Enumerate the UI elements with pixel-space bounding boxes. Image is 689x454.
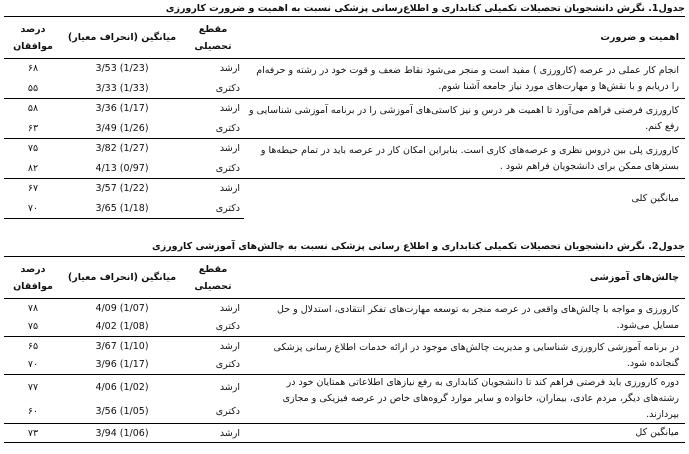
- header-percent: درصد موافقان: [4, 17, 62, 59]
- topic-cell: میانگین کلی: [244, 179, 685, 219]
- mean-cell: 3/67 (1/10): [62, 337, 182, 356]
- header-mean: میانگین (انحراف معیار): [62, 17, 182, 59]
- mean-cell: 3/96 (1/17): [95, 359, 149, 371]
- level-cell: دکتری: [215, 359, 240, 371]
- topic-cell: کارورزی و مواجه با چالش‌های واقعی در عرصه منجر به توسعه مهارت‌های تفکر انتقادی، استدلال و حل مسایل می‌شود.: [277, 303, 679, 331]
- mean-cell: 3/56 (1/05): [95, 405, 149, 417]
- topic-cell: انجام کار عملی در عرصه (کارورزی ) مفید است و منجر می‌شود نقاط ضعف و قوت خود در رشته و حرفه‌ام را دریابم و با نقش‌ها و مهارت‌های مورد نیاز جامعه آشنا شوم.: [256, 64, 679, 92]
- topic-cell: میانگین کل: [244, 424, 685, 443]
- mean-cell: 3/82 (1/27): [62, 139, 182, 159]
- mean-cell: 3/49 (1/26): [95, 122, 149, 134]
- level-cell: دکتری: [182, 199, 244, 219]
- level-cell: ارشد: [219, 302, 240, 314]
- table-row: [4, 299, 685, 318]
- percent-cell: ۶۸: [27, 63, 39, 75]
- level-cell: دکتری: [215, 122, 240, 134]
- level-cell: ارشد: [182, 99, 244, 119]
- percent-cell: ۷۰: [4, 199, 62, 219]
- table1-caption: جدول1. نگرش دانشجویان تحصیلات تکمیلی کتابداری و اطلاع‌رسانی پزشکی نسبت به اهمیت و ضرورت کارورزی: [165, 3, 685, 14]
- level-cell: دکتری: [215, 321, 240, 333]
- mean-cell: 3/57 (1/22): [62, 179, 182, 199]
- table1: [4, 16, 685, 219]
- percent-cell: ۷۰: [27, 359, 39, 371]
- percent-cell: ۵۸: [4, 99, 62, 119]
- header-level: مقطع تحصیلی: [182, 17, 244, 59]
- header-percent: درصد موافقان: [4, 257, 62, 299]
- topic-cell: کارورزی فرصتی فراهم می‌آورد تا اهمیت هر درس و نیز کاستی‌های آموزشی را در برنامه آموزشی شناسایی و رفع کنم.: [244, 99, 685, 139]
- level-cell: ارشد: [219, 63, 240, 75]
- mean-cell: 4/13 (0/97): [95, 162, 149, 174]
- level-cell: دکتری: [215, 162, 240, 174]
- level-cell: ارشد: [182, 424, 244, 443]
- mean-cell: 3/94 (1/06): [62, 424, 182, 443]
- mean-cell: 3/33 (1/33): [95, 82, 149, 94]
- topic-cell: کارورزی پلی بین دروس نظری و عرصه‌های کاری است. بنابراین امکان کار در عرصه باید در تمام حیطه‌ها و بسترهای ممکن برای دانشجویان فراهم شود .: [244, 139, 685, 179]
- header-level: مقطع تحصیلی: [182, 257, 244, 299]
- level-cell: ارشد: [182, 375, 244, 400]
- table-row: [4, 179, 685, 199]
- level-cell: ارشد: [182, 139, 244, 159]
- mean-cell: 4/09 (1/07): [95, 302, 149, 314]
- table-row: [4, 424, 685, 443]
- percent-cell: ۷۵: [27, 321, 39, 333]
- table-row: [4, 99, 685, 119]
- level-cell: دکتری: [215, 405, 240, 417]
- percent-cell: ۷۷: [4, 375, 62, 400]
- mean-cell: 3/53 (1/23): [95, 63, 149, 75]
- topic-cell: دوره کارورزی باید فرصتی فراهم کند تا دانشجویان کتابداری به رفع نیازهای اطلاعاتی همتایان خود در رشته‌های دیگر، مردم عادی، بیماران، خانواده و سایر موارد گروه‌های خاص در عرصه فیزیکی و مجازی بپردازند.: [244, 375, 685, 424]
- percent-cell: ۷۵: [4, 139, 62, 159]
- header-topic: چالش‌های آموزشی: [244, 257, 685, 299]
- table2-caption: جدول2. نگرش دانشجویان تحصیلات تکمیلی کتابداری و اطلاع رسانی پزشکی نسبت به چالش‌های آموزشی کارورزی: [152, 241, 685, 252]
- table-row: [4, 59, 685, 79]
- percent-cell: ۶۳: [27, 122, 39, 134]
- table-row: [4, 337, 685, 356]
- header-topic: اهمیت و ضرورت: [244, 17, 685, 59]
- percent-cell: ۵۵: [27, 82, 39, 94]
- header-mean: میانگین (انحراف معیار): [62, 257, 182, 299]
- percent-cell: ۶۰: [27, 405, 39, 417]
- percent-cell: ۶۷: [4, 179, 62, 199]
- table-row: [4, 139, 685, 159]
- mean-cell: 3/36 (1/17): [62, 99, 182, 119]
- percent-cell: ۸۲: [27, 162, 39, 174]
- percent-cell: ۷۸: [27, 302, 39, 314]
- table2: [4, 256, 685, 443]
- table-row: [4, 375, 685, 400]
- topic-cell: در برنامه آموزشی کارورزی شناسایی و مدیریت چالش‌های موجود در ارائه خدمات اطلاع رسانی پزشکی گنجانده شود.: [244, 337, 685, 375]
- level-cell: ارشد: [182, 179, 244, 199]
- mean-cell: 4/02 (1/08): [95, 321, 149, 333]
- percent-cell: ۶۵: [4, 337, 62, 356]
- mean-cell: 3/65 (1/18): [62, 199, 182, 219]
- level-cell: ارشد: [182, 337, 244, 356]
- percent-cell: ۷۳: [4, 424, 62, 443]
- mean-cell: 4/06 (1/02): [62, 375, 182, 400]
- level-cell: دکتری: [215, 82, 240, 94]
